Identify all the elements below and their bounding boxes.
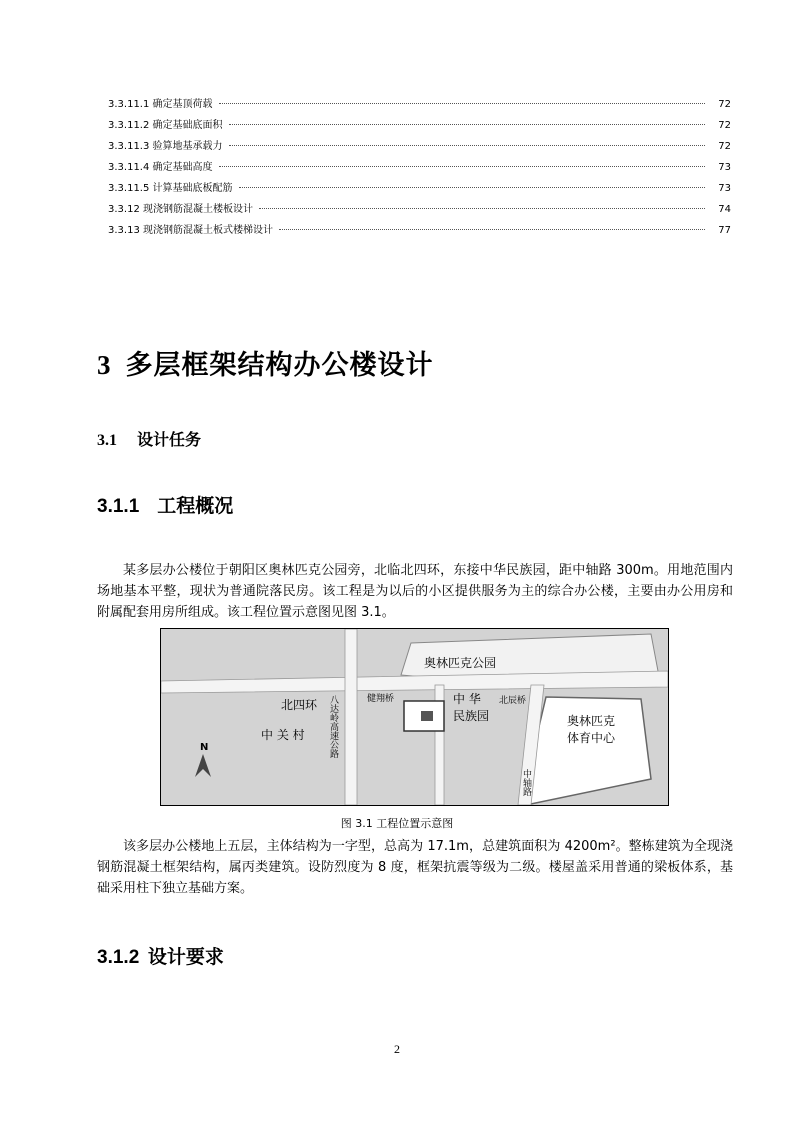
toc-leader bbox=[279, 229, 705, 230]
toc-entry-label: 3.3.13 现浇钢筋混凝土板式楼梯设计 bbox=[108, 225, 273, 236]
toc-entry-page: 72 bbox=[718, 99, 731, 110]
figure-caption: 图 3.1 工程位置示意图 bbox=[340, 817, 454, 830]
toc-entry-page: 74 bbox=[718, 204, 731, 215]
label-zhongguancun: 中 关 村 bbox=[261, 728, 305, 742]
subsection-number: 3.1.2 bbox=[97, 947, 140, 968]
label-minzuyuan: 民族园 bbox=[453, 709, 490, 723]
toc-leader bbox=[229, 124, 705, 125]
toc-entry[interactable] bbox=[108, 224, 731, 238]
section-heading bbox=[97, 427, 201, 450]
description-paragraph: 该多层办公楼地上五层，主体结构为一字型，总高为 17.1m，总建筑面积为 4200m²。整栋建筑为全现浇钢筋混凝土框架结构，属丙类建筑。设防烈度为 8 度，框架抗震等级为二级。楼屋盖采用普通的梁板体系，基础采用柱下独立基础方案。 bbox=[97, 839, 733, 896]
toc-entry-page: 73 bbox=[718, 162, 731, 173]
label-stadium-line2: 体育中心 bbox=[567, 731, 616, 745]
toc-entry-label: 3.3.12 现浇钢筋混凝土楼板设计 bbox=[108, 204, 253, 215]
site-marker bbox=[421, 711, 433, 721]
toc-entry-label: 3.3.11.4 确定基础高度 bbox=[108, 162, 213, 173]
subsection-title: 工程概况 bbox=[157, 495, 234, 517]
label-ring-road: 北四环 bbox=[281, 698, 318, 712]
label-zhonghua: 中 华 bbox=[453, 692, 481, 706]
site-location-map bbox=[160, 628, 669, 806]
overview-paragraph: 某多层办公楼位于朝阳区奥林匹克公园旁，北临北四环，东接中华民族园，距中轴路 300m。用地范围内场地基本平整，现状为普通院落民房。该工程是为以后的小区提供服务为主的综合办公楼，主要由办公用房和附属配套用房所组成。该工程位置示意图见图 3.1。 bbox=[97, 563, 733, 620]
label-central-axis: 中轴路 bbox=[521, 769, 531, 796]
subsection-title: 设计要求 bbox=[147, 946, 224, 968]
toc-entry-label: 3.3.11.5 计算基础底板配筋 bbox=[108, 183, 233, 194]
label-expressway: 八达岭高速公路 bbox=[328, 695, 338, 758]
toc-leader bbox=[239, 187, 705, 188]
toc-entry-page: 72 bbox=[718, 141, 731, 152]
label-jianxiang-bridge: 健翔桥 bbox=[367, 694, 395, 704]
toc-entry-label: 3.3.11.1 确定基顶荷载 bbox=[108, 99, 213, 110]
toc-entry-page: 77 bbox=[718, 225, 731, 236]
chapter-heading bbox=[97, 343, 434, 382]
expressway-road bbox=[345, 629, 357, 805]
toc-leader bbox=[219, 166, 705, 167]
section-number: 3.1 bbox=[97, 432, 117, 449]
section-title: 设计任务 bbox=[137, 430, 202, 449]
toc-entry-label: 3.3.11.2 确定基础底面积 bbox=[108, 120, 223, 131]
label-beichen-bridge: 北辰桥 bbox=[499, 696, 527, 706]
chapter-title: 多层框架结构办公楼设计 bbox=[125, 350, 434, 381]
toc-entry-label: 3.3.11.3 验算地基承载力 bbox=[108, 141, 223, 152]
page-number: 2 bbox=[394, 1042, 400, 1056]
subsection-heading-requirements bbox=[97, 942, 224, 969]
toc-entry[interactable] bbox=[108, 140, 731, 154]
chapter-number: 3 bbox=[97, 350, 112, 380]
north-label: N bbox=[200, 742, 209, 753]
toc-leader bbox=[259, 208, 705, 209]
toc-entry-page: 72 bbox=[718, 120, 731, 131]
toc-entry[interactable] bbox=[108, 119, 731, 133]
subsection-number: 3.1.1 bbox=[97, 496, 140, 517]
subsection-heading-overview bbox=[97, 491, 233, 518]
toc-entry[interactable] bbox=[108, 161, 731, 175]
toc-entry-page: 73 bbox=[718, 183, 731, 194]
label-park: 奥林匹克公园 bbox=[424, 656, 497, 670]
label-stadium-line1: 奥林匹克 bbox=[567, 714, 616, 728]
toc-entry[interactable] bbox=[108, 98, 731, 112]
toc-entry[interactable] bbox=[108, 182, 731, 196]
toc-entry[interactable] bbox=[108, 203, 731, 217]
toc-leader bbox=[229, 145, 705, 146]
toc-leader bbox=[219, 103, 705, 104]
